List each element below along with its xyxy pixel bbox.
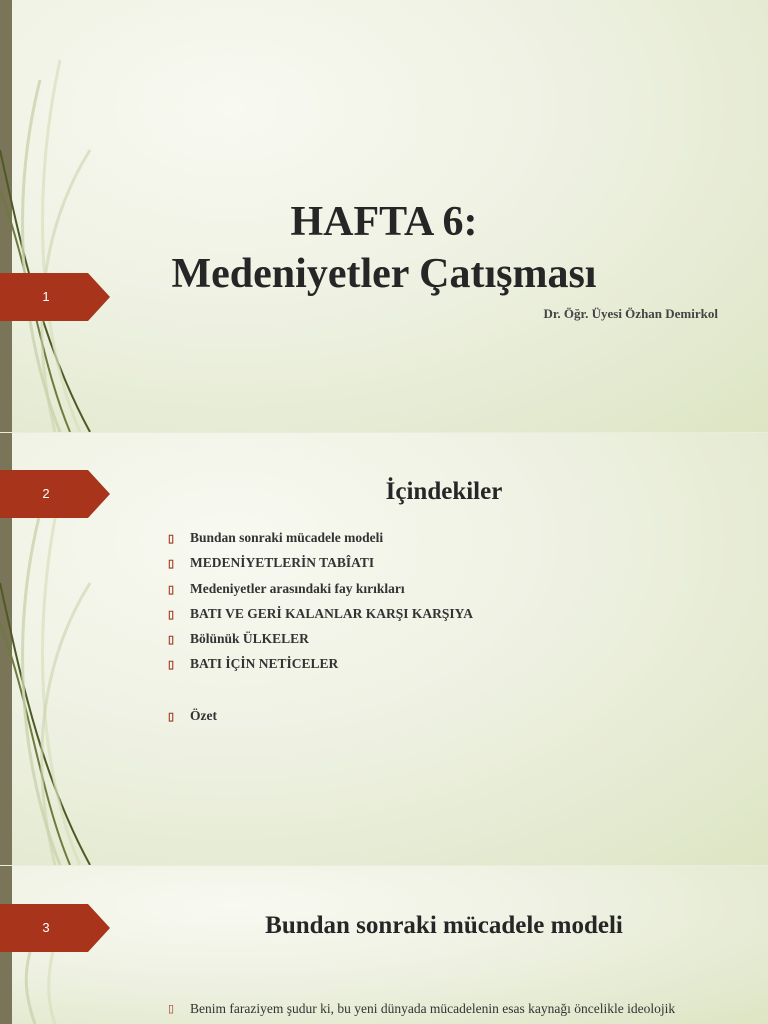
bullet-icon: ▯ xyxy=(168,608,175,621)
slide-title: Bundan sonraki mücadele modeli xyxy=(265,912,623,939)
slide-number: 1 xyxy=(42,289,50,304)
toc-item[interactable]: ▯ Medeniyetler arasındaki fay kırıkları xyxy=(168,579,473,604)
bullet-icon: ▯ xyxy=(168,659,175,672)
page-title xyxy=(0,196,768,300)
author-name: Dr. Öğr. Üyesi Özhan Demirkol xyxy=(543,306,718,321)
bullet-icon: ▯ xyxy=(168,558,175,571)
toc-item[interactable]: ▯ Bundan sonraki mücadele modeli xyxy=(168,528,473,553)
toc-item[interactable]: ▯ Özet xyxy=(168,706,473,731)
toc-item[interactable]: ▯ BATI VE GERİ KALANLAR KARŞI KARŞIYA xyxy=(168,604,473,629)
bullet-icon: ▯ xyxy=(168,710,175,723)
bullet-icon: ▯ xyxy=(168,634,175,647)
toc-title: İçindekiler xyxy=(385,478,503,505)
title-line-2: Medeniyetler Çatışması xyxy=(171,251,597,297)
toc-list xyxy=(168,528,473,731)
title-line-1: HAFTA 6: xyxy=(290,199,478,245)
body-paragraph: ▯ Benim faraziyem şudur ki, bu yeni dünyada mücadelenin esas kaynağı öncelikle ideolojik xyxy=(168,1001,676,1016)
toc-item[interactable]: ▯ Bölünük ÜLKELER xyxy=(168,629,473,654)
toc-item[interactable]: ▯ BATI İÇİN NETİCELER xyxy=(168,654,473,679)
toc-item[interactable]: ▯ MEDENİYETLERİN TABÎATI xyxy=(168,553,473,578)
bullet-icon: ▯ xyxy=(168,1003,175,1015)
bullet-icon: ▯ xyxy=(168,583,175,596)
slide-number: 2 xyxy=(42,486,50,501)
bullet-icon: ▯ xyxy=(168,533,175,545)
slide-number: 3 xyxy=(42,920,50,935)
slide-1[interactable] xyxy=(0,0,768,432)
